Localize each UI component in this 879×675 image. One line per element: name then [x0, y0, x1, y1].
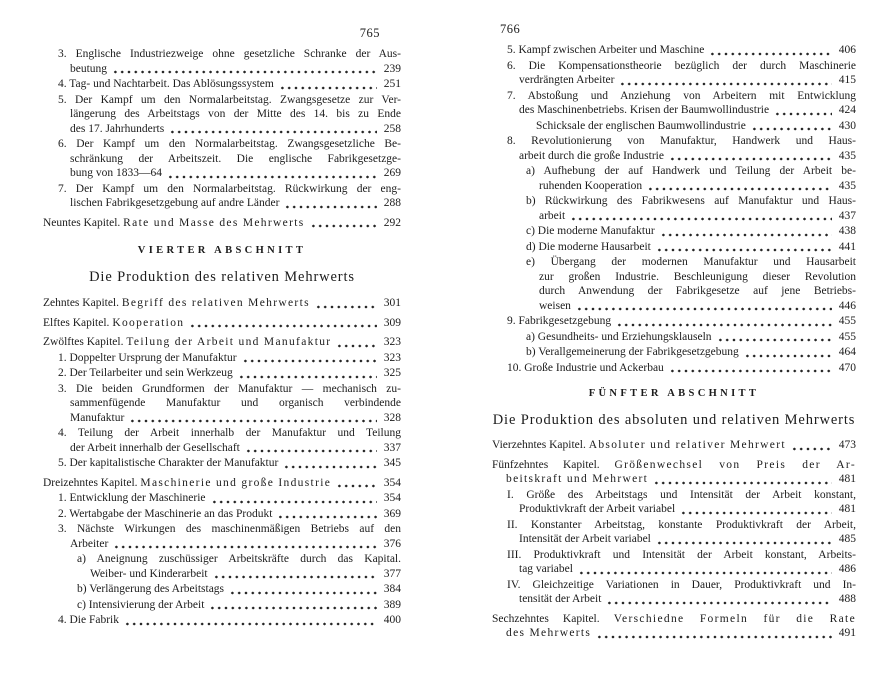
dot-leader: [647, 179, 832, 194]
spaced-text: Teilung der Arbeit und Manufaktur: [126, 336, 332, 348]
toc-line: [43, 411, 401, 426]
page-number: 766: [500, 22, 521, 36]
spaced-text: Größenwechsel von Preis der Ar-: [614, 458, 856, 471]
toc-entry: [43, 426, 401, 455]
page-ref: 288: [383, 197, 401, 209]
toc-line: schränkung der Arbeitszeit. Die englische Fabrikgesetzge-: [70, 152, 401, 165]
toc-line-text: lischen Fabrikgesetzgebung auf andre Länder: [70, 197, 280, 209]
page-ref: 337: [383, 441, 401, 454]
toc-line: [492, 472, 856, 487]
toc-line: [43, 456, 401, 471]
page-ref: 328: [383, 411, 401, 424]
dot-leader: [169, 122, 377, 137]
page-ref: 464: [838, 346, 856, 358]
dot-leader: [656, 532, 832, 547]
dot-leader: [616, 314, 832, 329]
dot-leader: [336, 335, 377, 350]
dot-leader: [576, 299, 832, 314]
page-ref: 486: [838, 563, 856, 575]
toc-entry: [492, 345, 856, 360]
toc-line: [492, 209, 856, 224]
toc-entry: [492, 43, 856, 58]
toc-line-text: Intensität der Arbeit variabel: [519, 533, 651, 545]
spaced-text: Absoluter und relativer Mehrwert: [588, 439, 786, 451]
dot-leader: [277, 507, 377, 522]
toc-line: [492, 299, 856, 314]
page-ref: 473: [838, 439, 856, 451]
toc-line: I. Größe des Arbeitstags und Intensität der Arbeit konstant,: [507, 488, 856, 501]
toc-line: [43, 77, 401, 92]
toc-line: [492, 502, 856, 517]
dot-leader: [315, 296, 377, 311]
toc-line-text: c) Die moderne Manufaktur: [526, 225, 655, 237]
dot-leader: [656, 240, 832, 255]
toc-line-text: 5. Der kapitalistische Charakter der Manufaktur: [58, 457, 279, 469]
dot-leader: [717, 330, 832, 345]
page-ref: 455: [838, 330, 856, 343]
toc-line-text: der Arbeit innerhalb der Gesellschaft: [70, 441, 240, 454]
toc-entry: [492, 518, 856, 547]
toc-line: [492, 43, 856, 58]
page-ref: 406: [838, 44, 856, 56]
dot-leader: [113, 537, 377, 552]
section-title: Die Produktion des relativen Mehrwerts: [89, 268, 355, 285]
page-ref: 435: [838, 179, 856, 192]
toc-line: [492, 330, 856, 345]
toc-entry: [43, 491, 401, 506]
toc-entry: [492, 438, 856, 453]
dot-leader: [124, 613, 377, 628]
spaced-text: Begriff des relativen Mehrwerts: [121, 297, 310, 309]
toc-line: [43, 122, 401, 137]
toc-line-text: c) Intensivierung der Arbeit: [77, 598, 205, 611]
toc-entries: [43, 47, 401, 628]
dot-leader: [774, 103, 832, 118]
toc-entry: [492, 59, 856, 88]
page-ref: 325: [383, 367, 401, 379]
toc-line-text: arbeit durch die große Industrie: [519, 149, 664, 162]
dot-leader: [189, 316, 377, 331]
toc-line: [492, 240, 856, 255]
dot-leader: [310, 216, 377, 231]
toc-line-text: Zehntes Kapitel. Begriff des relativen Mehrwerts: [43, 297, 310, 309]
toc-line-text: ruhenden Kooperation: [539, 179, 643, 192]
toc-line: 6. Der Kampf um den Normalarbeitstag. Zwangsgesetzliche Be-: [58, 138, 401, 150]
toc-line: 3. Englische Industriezweige ohne gesetzliche Schranke der Aus-: [58, 48, 401, 60]
toc-line: längerung des Arbeitstags von der Mitte des 14. bis zu Ende: [70, 108, 401, 120]
page-ref: 389: [383, 598, 401, 611]
page-ref: 292: [383, 216, 401, 229]
toc-entry: [43, 382, 401, 426]
toc-line-text: 5. Kampf zwischen Arbeiter und Maschine: [507, 44, 705, 56]
toc-line-text: 10. Große Industrie und Ackerbau: [507, 361, 664, 374]
dot-leader: [167, 166, 377, 181]
toc-line-text: Neuntes Kapitel. Rate und Masse des Mehrwerts: [43, 216, 305, 229]
toc-line-text: Produktivkraft der Arbeit variabel: [519, 503, 676, 515]
toc-entry: [43, 296, 401, 311]
page-ref: 323: [383, 351, 401, 364]
dot-leader: [209, 598, 377, 613]
page-ref: 345: [383, 457, 401, 469]
toc-line: zur großen Industrie. Beschleunigung dieser Revolution: [539, 270, 856, 283]
toc-entry: [43, 93, 401, 137]
toc-line-text: Arbeiter: [70, 537, 109, 550]
toc-line: [43, 441, 401, 456]
dot-leader: [669, 149, 832, 164]
toc-entry: [43, 582, 401, 597]
page-ref: 309: [383, 316, 401, 329]
page-ref: 485: [838, 533, 856, 545]
toc-entry: [43, 476, 401, 491]
dot-leader: [680, 502, 832, 517]
page-ref: 369: [383, 507, 401, 520]
toc-line: 7. Der Kampf um den Normalarbeitstag. Rückwirkung der eng-: [58, 182, 401, 195]
section-title: Die Produktion des absoluten und relativen Mehrwerts: [492, 411, 856, 428]
toc-line-text: Elftes Kapitel. Kooperation: [43, 316, 185, 329]
toc-entry: [43, 335, 401, 350]
toc-entry: [43, 613, 401, 628]
toc-line: [43, 613, 401, 628]
toc-line-text: 9. Fabrikgesetzgebung: [507, 315, 612, 327]
toc-line: durch Anwendung der Fabrikgesetze auf jene Betriebs-: [539, 285, 856, 297]
page-ref: 239: [383, 62, 401, 75]
toc-line-text: Zwölftes Kapitel. Teilung der Arbeit und Manufaktur: [43, 336, 332, 348]
toc-line: [492, 345, 856, 360]
toc-line: [492, 562, 856, 577]
section-kicker: FÜNFTER ABSCHNITT: [588, 388, 760, 399]
toc-line: [43, 296, 401, 311]
toc-line: sammenfügende Manufaktur und organisch verbindende: [70, 397, 401, 409]
page-ref: 441: [838, 240, 856, 253]
dot-leader: [229, 582, 377, 597]
toc-line-text: des 17. Jahrhunderts: [70, 122, 165, 135]
dot-leader: [606, 592, 832, 607]
toc-line-text: des Maschinenbetriebs. Krisen der Baumwollindustrie: [519, 104, 770, 116]
toc-line: [43, 582, 401, 597]
toc-line: [43, 216, 401, 231]
toc-line: [43, 316, 401, 331]
toc-entry: [492, 578, 856, 607]
toc-line-text: beutung: [70, 62, 108, 75]
dot-leader: [283, 456, 377, 471]
toc-line-text: 1. Entwicklung der Maschinerie: [58, 492, 206, 504]
toc-line: [43, 335, 401, 350]
toc-entry: [492, 240, 856, 255]
toc-entry: [43, 522, 401, 551]
toc-line: [492, 438, 856, 453]
dot-leader: [336, 476, 377, 491]
toc-line-text: tensität der Arbeit: [519, 593, 602, 605]
page-ref: 384: [383, 583, 401, 595]
toc-line-text: Manufaktur: [70, 411, 125, 424]
spaced-text: beitskraft und Mehrwert: [506, 473, 649, 485]
dot-leader: [238, 366, 377, 381]
page-ref: 470: [838, 361, 856, 374]
toc-line-text: b) Verallgemeinerung der Fabrikgesetzgebung: [526, 346, 739, 358]
page-ref: 446: [838, 299, 856, 312]
toc-line-text: arbeit: [539, 209, 566, 222]
toc-entry: [43, 137, 401, 181]
page-ref: 269: [383, 167, 401, 179]
toc-entry: [492, 488, 856, 517]
dot-leader: [751, 119, 832, 134]
toc-entry: [492, 361, 856, 376]
toc-entry: [492, 612, 856, 641]
toc-line-text: verdrängten Arbeiter: [519, 74, 615, 86]
toc-entry: [43, 351, 401, 366]
toc-line: [492, 119, 856, 134]
section-heading: [43, 244, 401, 284]
toc-entry: [492, 458, 856, 487]
toc-line-text: 4. Tag- und Nachtarbeit. Das Ablösungssystem: [58, 78, 274, 90]
toc-line-text: [506, 626, 591, 641]
spaced-text: Verschiedne Formeln für die Rate: [613, 612, 856, 625]
toc-line: 7. Abstoßung und Anziehung von Arbeitern mit Entwicklung: [507, 89, 856, 102]
page-ref: 354: [383, 492, 401, 504]
toc-line: III. Produktivkraft und Intensität der Arbeit konstant, Arbeits-: [507, 548, 856, 561]
page-ref: 481: [838, 473, 856, 485]
spaced-text: Maschinerie und große Industrie: [140, 476, 332, 489]
page-ref: 430: [838, 119, 856, 132]
toc-line: Sechzehntes Kapitel. Verschiedne Formeln für die Rate: [492, 612, 856, 625]
dot-leader: [669, 361, 832, 376]
page-ref: 437: [838, 209, 856, 222]
toc-line: [43, 62, 401, 77]
page-ref: 376: [383, 537, 401, 550]
dot-leader: [744, 345, 832, 360]
toc-entry: [492, 119, 856, 134]
dot-leader: [129, 411, 377, 426]
toc-line-text: [506, 472, 648, 487]
page-ref: 400: [383, 614, 401, 626]
toc-line: [492, 149, 856, 164]
toc-line: [492, 314, 856, 329]
toc-line: Fünfzehntes Kapitel. Größenwechsel von Preis der Ar-: [492, 458, 856, 471]
toc-line: [492, 361, 856, 376]
toc-line-text: 2. Der Teilarbeiter und sein Werkzeug: [58, 367, 233, 379]
toc-line-text: a) Gesundheits- und Erziehungsklauseln: [526, 330, 712, 343]
toc-line-text: Weiber- und Kinderarbeit: [90, 567, 208, 580]
spaced-text: Kooperation: [112, 316, 185, 329]
toc-line: [43, 491, 401, 506]
toc-entry: [43, 598, 401, 613]
toc-entry: [492, 89, 856, 118]
toc-entry: [43, 77, 401, 92]
toc-line: [492, 626, 856, 641]
toc-entry: [492, 194, 856, 223]
toc-line: [43, 476, 401, 491]
toc-line-text: b) Verlängerung des Arbeitstags: [77, 583, 225, 595]
page-ref: 491: [838, 627, 856, 639]
toc-line-text: 1. Doppelter Ursprung der Manufaktur: [58, 351, 237, 364]
dot-leader: [660, 224, 832, 239]
page-ref: 424: [838, 104, 856, 116]
toc-line: [492, 179, 856, 194]
dot-leader: [242, 351, 377, 366]
toc-line: 4. Teilung der Arbeit innerhalb der Manufaktur und Teilung: [58, 427, 401, 439]
dot-leader: [284, 196, 377, 211]
page-ref: 251: [383, 78, 401, 90]
page-ref: 258: [383, 122, 401, 135]
page-ref: 301: [383, 297, 401, 309]
toc-entry: [43, 552, 401, 581]
right-page: [492, 22, 856, 642]
toc-line: 3. Nächste Wirkungen des maschinenmäßigen Betriebs auf den: [58, 523, 401, 535]
section-kicker: VIERTER ABSCHNITT: [137, 245, 307, 256]
page-ref: 377: [383, 567, 401, 580]
dot-leader: [112, 62, 377, 77]
toc-entry: [43, 456, 401, 471]
toc-line: [492, 532, 856, 547]
toc-line-text: bung von 1833—64: [70, 167, 162, 179]
toc-line: 5. Der Kampf um den Normalarbeitstag. Zwangsgesetze zur Ver-: [58, 93, 401, 106]
page-number: 765: [359, 26, 380, 40]
toc-line: [43, 567, 401, 582]
toc-line: a) Aufhebung der auf Handwerk und Teilung der Arbeit be-: [526, 165, 856, 177]
dot-leader: [709, 43, 832, 58]
toc-line: [43, 537, 401, 552]
toc-entry: [492, 314, 856, 329]
toc-line: [492, 103, 856, 118]
toc-line: 6. Die Kompensationstheorie bezüglich der durch Maschinerie: [507, 59, 856, 72]
toc-line-text: weisen: [539, 299, 571, 312]
toc-line-text: d) Die moderne Hausarbeit: [526, 240, 651, 253]
toc-entry: [43, 182, 401, 211]
toc-entry: [492, 224, 856, 239]
toc-line: [492, 73, 856, 88]
toc-line: IV. Gleichzeitige Variationen in Dauer, Produktivkraft und In-: [507, 578, 856, 591]
toc-line: [43, 196, 401, 211]
page-ref: 455: [838, 315, 856, 327]
toc-line: [492, 592, 856, 607]
toc-entry: [492, 134, 856, 163]
spaced-text: Rate und Masse des Mehrwerts: [123, 216, 305, 229]
toc-line: [43, 507, 401, 522]
toc-entries: [492, 43, 856, 641]
page-ref: 481: [838, 503, 856, 515]
dot-leader: [596, 626, 832, 641]
dot-leader: [213, 567, 377, 582]
toc-line: 3. Die beiden Grundformen der Manufaktur — mechanisch zu-: [58, 382, 401, 395]
toc-line-text: 2. Wertabgabe der Maschinerie an das Produkt: [58, 507, 273, 520]
dot-leader: [245, 441, 377, 456]
left-page: [43, 26, 401, 629]
toc-entry: [43, 366, 401, 381]
toc-line: 8. Revolutionierung von Manufaktur, Handwerk und Haus-: [507, 135, 856, 147]
dot-leader: [570, 209, 832, 224]
page-ref: 488: [838, 593, 856, 605]
toc-entry: [43, 216, 401, 231]
toc-line-text: Dreizehntes Kapitel. Maschinerie und große Industrie: [43, 476, 332, 489]
page-ref: 323: [383, 336, 401, 348]
toc-line: [43, 366, 401, 381]
page-ref: 438: [838, 225, 856, 237]
dot-leader: [279, 77, 377, 92]
toc-line: a) Aneignung zuschüssiger Arbeitskräfte durch das Kapital.: [77, 553, 401, 565]
toc-line: [43, 598, 401, 613]
toc-line: II. Konstanter Arbeitstag, konstante Produktivkraft der Arbeit,: [507, 518, 856, 531]
toc-line-text: tag variabel: [519, 563, 573, 575]
toc-line: b) Rückwirkung des Fabrikwesens auf Manufaktur und Haus-: [526, 195, 856, 207]
toc-line-text: Schicksale der englischen Baumwollindustrie: [536, 119, 746, 132]
dot-leader: [578, 562, 832, 577]
toc-entry: [43, 47, 401, 76]
dot-leader: [653, 472, 832, 487]
page-ref: 435: [838, 149, 856, 162]
toc-line: [43, 351, 401, 366]
dot-leader: [211, 491, 377, 506]
toc-entry: [492, 164, 856, 193]
dot-leader: [619, 73, 832, 88]
page-ref: 415: [838, 74, 856, 86]
section-heading: [492, 387, 856, 427]
toc-line: e) Übergang der modernen Manufaktur und Hausarbeit: [526, 256, 856, 268]
toc-line-text: 4. Die Fabrik: [58, 614, 120, 626]
toc-entry: [492, 548, 856, 577]
toc-line-text: Vierzehntes Kapitel. Absoluter und relativer Mehrwert: [492, 439, 786, 451]
dot-leader: [791, 438, 832, 453]
toc-line: [43, 166, 401, 181]
toc-entry: [492, 330, 856, 345]
toc-line: [492, 224, 856, 239]
toc-entry: [492, 255, 856, 313]
page-ref: 354: [383, 476, 401, 489]
toc-entry: [43, 507, 401, 522]
toc-entry: [43, 316, 401, 331]
spaced-text: des Mehrwerts: [506, 627, 592, 639]
